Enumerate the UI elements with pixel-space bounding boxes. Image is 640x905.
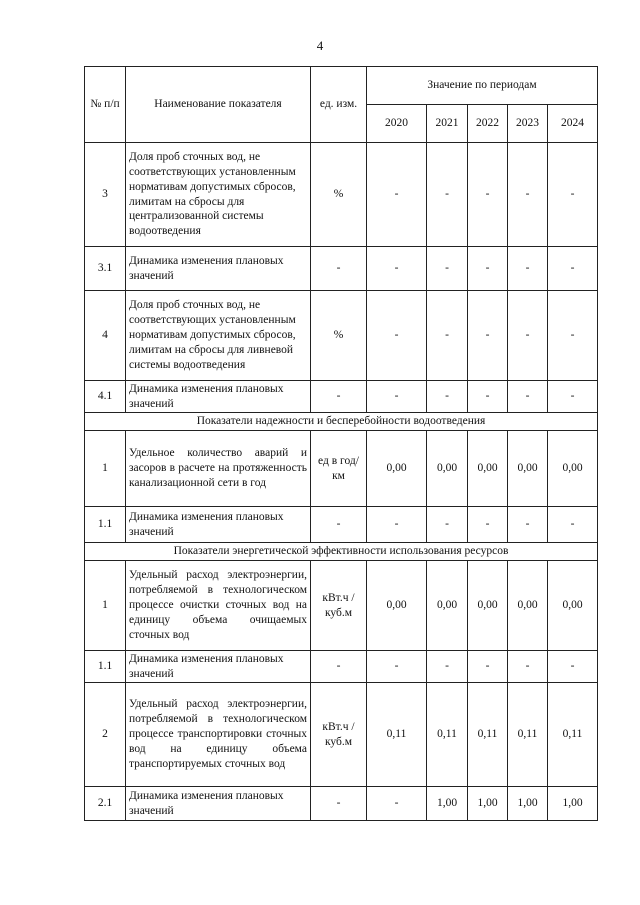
row-num: 3 [85,143,126,247]
row-name: Удельный расход электроэнергии, потребляемой в технологическом процессе очистки сточных вод на единицу объема очищаемых сточных вод [126,561,311,651]
row-value: - [468,247,508,291]
row-name: Доля проб сточных вод, не соответствующих установленным нормативам допустимых сбросов, лимитам на сбросы для ливневой системы водоотведения [126,291,311,381]
row-value: - [508,143,548,247]
row-unit: % [311,291,367,381]
section-header-row [85,543,598,561]
row-value: 0,11 [427,683,468,787]
row-name: Динамика изменения плановых значений [126,787,311,821]
row-value: - [548,381,598,413]
table-row [85,507,598,543]
row-num: 1.1 [85,651,126,683]
row-unit: % [311,143,367,247]
row-value: 1,00 [548,787,598,821]
row-num: 1 [85,431,126,507]
row-value: - [508,507,548,543]
header-period-group: Значение по периодам [367,67,598,105]
row-value: 0,00 [367,431,427,507]
row-value: 0,11 [548,683,598,787]
row-unit: - [311,247,367,291]
row-value: - [367,787,427,821]
row-value: - [548,143,598,247]
row-value: 0,00 [468,561,508,651]
header-unit: ед. изм. [311,67,367,143]
row-name: Динамика изменения плановых значений [126,381,311,413]
row-num: 2.1 [85,787,126,821]
row-value: - [468,143,508,247]
table-row [85,561,598,651]
header-name: Наименование показателя [126,67,311,143]
row-num: 4 [85,291,126,381]
row-value: 0,00 [427,561,468,651]
row-num: 1.1 [85,507,126,543]
row-value: 0,00 [508,561,548,651]
row-unit: - [311,507,367,543]
header-year: 2022 [468,105,508,143]
table-row [85,143,598,247]
table-row [85,247,598,291]
row-value: - [468,381,508,413]
row-value: 0,00 [427,431,468,507]
row-value: - [367,507,427,543]
row-value: 0,00 [548,431,598,507]
table-row [85,291,598,381]
table-row [85,381,598,413]
row-value: - [468,651,508,683]
table-row [85,651,598,683]
page-number: 4 [316,38,324,53]
row-unit: кВт.ч / куб.м [311,561,367,651]
row-unit: - [311,651,367,683]
header-year: 2020 [367,105,427,143]
row-name: Динамика изменения плановых значений [126,651,311,683]
row-num: 1 [85,561,126,651]
row-value: 1,00 [508,787,548,821]
table-row [85,787,598,821]
row-value: 0,11 [367,683,427,787]
row-value: 0,00 [367,561,427,651]
row-value: - [548,651,598,683]
row-value: - [427,143,468,247]
row-value: - [367,651,427,683]
indicators-table [84,66,598,821]
row-value: - [508,381,548,413]
section-title-energy: Показатели энергетической эффективности использования ресурсов [85,543,598,561]
header-year: 2023 [508,105,548,143]
row-value: 0,11 [468,683,508,787]
row-value: 0,00 [548,561,598,651]
row-unit: - [311,381,367,413]
row-value: - [367,247,427,291]
row-value: - [548,291,598,381]
section-header-row [85,413,598,431]
table-row [85,683,598,787]
table-row [85,431,598,507]
row-value: - [468,507,508,543]
row-value: - [508,291,548,381]
row-num: 2 [85,683,126,787]
row-name: Удельный расход электроэнергии, потребляемой в технологическом процессе транспортировки сточных вод на единицу объема транспортируемых сточных вод [126,683,311,787]
row-name: Динамика изменения плановых значений [126,507,311,543]
row-num: 3.1 [85,247,126,291]
row-value: - [427,247,468,291]
row-num: 4.1 [85,381,126,413]
row-value: - [367,143,427,247]
header-year: 2024 [548,105,598,143]
row-name: Динамика изменения плановых значений [126,247,311,291]
table-header-row [85,67,598,105]
row-value: 1,00 [468,787,508,821]
row-value: 0,00 [508,431,548,507]
row-value: - [427,651,468,683]
row-unit: ед в год/ км [311,431,367,507]
row-value: 0,00 [468,431,508,507]
row-value: - [427,291,468,381]
row-value: - [427,507,468,543]
row-value: - [508,651,548,683]
row-value: - [468,291,508,381]
header-num: № п/п [85,67,126,143]
row-name: Доля проб сточных вод, не соответствующих установленным нормативам допустимых сбросов, лимитам на сбросы для централизованной системы водоотведения [126,143,311,247]
row-unit: кВт.ч / куб.м [311,683,367,787]
row-value: 0,11 [508,683,548,787]
row-value: - [548,247,598,291]
row-name: Удельное количество аварий и засоров в расчете на протяженность канализационной сети в год [126,431,311,507]
row-value: 1,00 [427,787,468,821]
header-year: 2021 [427,105,468,143]
row-value: - [508,247,548,291]
section-title-reliability: Показатели надежности и бесперебойности водоотведения [85,413,598,431]
row-value: - [427,381,468,413]
row-unit: - [311,787,367,821]
row-value: - [548,507,598,543]
row-value: - [367,381,427,413]
row-value: - [367,291,427,381]
